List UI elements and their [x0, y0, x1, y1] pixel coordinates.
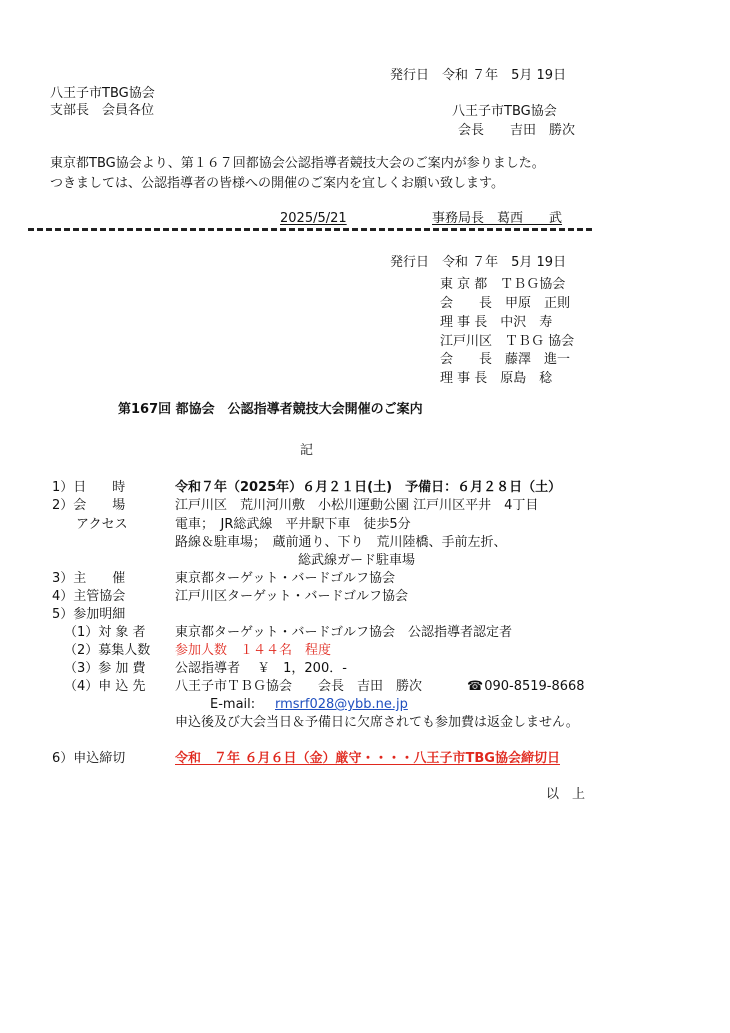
issuer-line: 東 京 都 ＴＢＧ協会 [440, 277, 566, 292]
memo-body-line-1: 東京都TBG協会より、第１６７回都協会公認指導者競技大会のご案内が参りました。 [50, 156, 545, 171]
memo-sender-person: 会長 吉田 勝次 [458, 123, 576, 138]
notice-issue-date: 発行日 令和 ７年 5月 19日 [390, 255, 567, 270]
memo-body-line-2: つきましては、公認指導者の皆様への開催のご案内を宜しくお願い致します。 [50, 176, 504, 191]
date-label: 1）日 時 [52, 480, 126, 495]
apply-label: （4）申 込 先 [64, 679, 146, 694]
memo-recipient-org: 八王子市TBG協会 [50, 86, 155, 101]
issuer-line: 会 長 甲原 正則 [440, 296, 571, 311]
host-value: 東京都ターゲット・バードゴルフ協会 [175, 571, 395, 586]
target-label: （1）対 象 者 [64, 625, 146, 640]
access-label: アクセス [76, 517, 128, 532]
details-label: 5）参加明細 [52, 607, 126, 622]
cut-line-divider [28, 228, 592, 231]
fee-value: 公認指導者 ￥ 1，200．- [175, 661, 347, 676]
memo-sign-date: 2025/5/21 [280, 211, 347, 226]
phone-contact [467, 680, 585, 693]
memo-sender-org: 八王子市TBG協会 [452, 104, 557, 119]
phone-number: 090-8519-8668 [484, 679, 585, 694]
email-link[interactable]: rmsrf028@ybb.ne.jp [275, 697, 408, 712]
memo-recipient-members: 支部長 会員各位 [50, 103, 155, 118]
refund-note: 申込後及び大会当日＆予備日に欠席されても参加費は返金しません。 [175, 715, 579, 730]
host-label: 3）主 催 [52, 571, 126, 586]
organizer-label: 4）主管協会 [52, 589, 126, 604]
access-parking: 総武線ガード駐車場 [298, 553, 416, 568]
venue-label: 2）会 場 [52, 498, 126, 513]
access-train: 電車； JR総武線 平井駅下車 徒歩5分 [175, 517, 411, 532]
issuer-line: 理 事 長 原島 稔 [440, 371, 553, 386]
notice-ki-mark: 記 [300, 443, 314, 458]
target-value: 東京都ターゲット・バードゴルフ協会 公認指導者認定者 [175, 625, 512, 640]
issuer-line: 江戸川区 ＴＢＧ 協会 [440, 334, 575, 349]
apply-value: 八王子市ＴＢＧ協会 会長 吉田 勝次 [175, 679, 423, 694]
date-value: 令和７年（2025年）６月２１日(土) 予備日：６月２８日（土） [175, 480, 562, 495]
capacity-label: （2）募集人数 [64, 643, 151, 658]
closing-mark: 以 上 [546, 787, 586, 802]
organizer-value: 江戸川区ターゲット・バードゴルフ協会 [175, 589, 408, 604]
fee-label: （3）参 加 費 [64, 661, 146, 676]
issuer-line: 会 長 藤澤 進一 [440, 352, 571, 367]
phone-icon: ☎ [467, 679, 484, 694]
deadline-value: 令和 ７年 ６月６日（金）厳守・・・・八王子市TBG協会締切日 [175, 751, 560, 766]
access-route: 路線＆駐車場； 蔵前通り、下り 荒川陸橋、手前左折、 [175, 535, 507, 550]
venue-value: 江戸川区 荒川河川敷 小松川運動公園 江戸川区平井 4丁目 [175, 498, 539, 513]
issuer-line: 理 事 長 中沢 寿 [440, 315, 553, 330]
notice-title: 第167回 都協会 公認指導者競技大会開催のご案内 [118, 402, 423, 417]
memo-sign-name: 事務局長 葛西 武 [432, 211, 563, 226]
deadline-label: 6）申込締切 [52, 751, 126, 766]
capacity-value: 参加人数 １４４名 程度 [175, 643, 332, 658]
email-label: E-mail: [210, 697, 256, 712]
memo-issue-date: 発行日 令和 ７年 5月 19日 [390, 68, 567, 83]
